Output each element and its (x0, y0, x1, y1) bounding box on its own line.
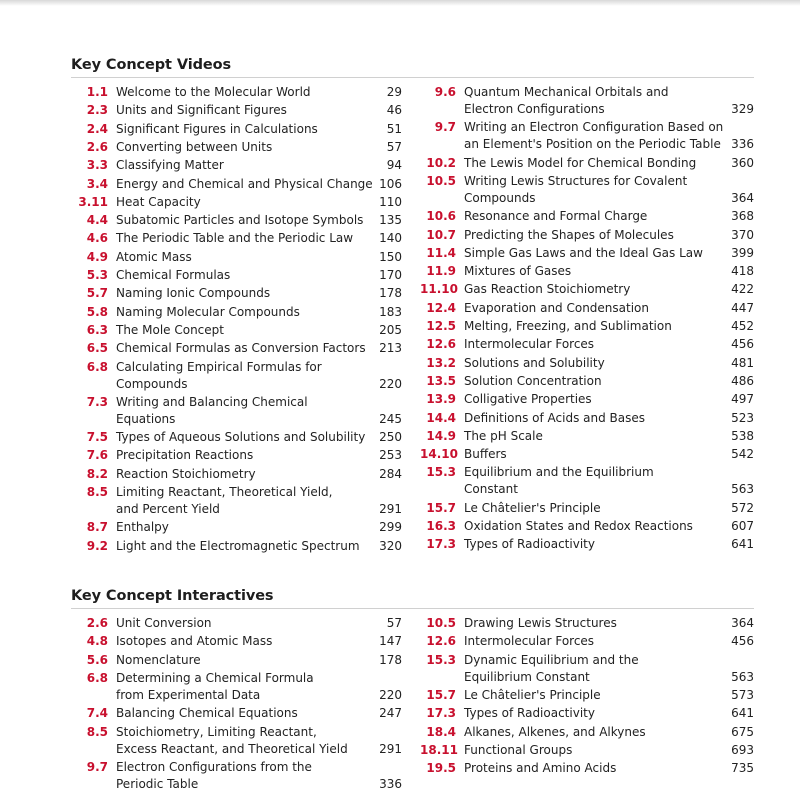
section-number: 4.6 (86, 231, 108, 246)
video-entry[interactable] (72, 249, 402, 266)
page-number: 399 (731, 245, 754, 260)
section-number: 8.5 (86, 485, 108, 499)
entry-title: Naming Molecular Compounds (116, 304, 300, 319)
page-number: 481 (731, 355, 754, 370)
entry-title: Heat Capacity (116, 194, 201, 209)
page-number: 641 (731, 706, 754, 721)
page-number: 563 (731, 482, 754, 497)
page-number: 220 (379, 687, 402, 702)
page-number: 178 (379, 652, 402, 667)
page-number: 320 (379, 538, 402, 553)
page-number: 147 (379, 634, 402, 649)
entry-title: Reaction Stoichiometry (116, 466, 256, 481)
videos-heading: Key Concept Videos (71, 56, 754, 78)
page-number: 183 (379, 304, 402, 319)
video-entry[interactable] (72, 304, 402, 321)
page-number: 452 (731, 319, 754, 333)
entry-title: Nomenclature (116, 652, 201, 667)
video-entry[interactable] (72, 429, 402, 446)
section-number: 13.9 (426, 392, 456, 407)
section-number: 7.4 (86, 706, 108, 721)
entry-title: Calculating Empirical Formulas for (116, 359, 322, 374)
page-number: 456 (731, 337, 754, 352)
section-number: 15.7 (426, 687, 456, 702)
entry-title: Chemical Formulas as Conversion Factors (116, 341, 366, 356)
video-entry[interactable] (72, 394, 402, 428)
video-entry[interactable] (420, 446, 754, 463)
page-number: 250 (379, 430, 402, 445)
section-number: 14.4 (426, 410, 456, 425)
entry-title: Evaporation and Condensation (464, 300, 649, 315)
page-number: 456 (731, 634, 754, 649)
entry-title: Gas Reaction Stoichiometry (464, 282, 631, 297)
entry-title: Converting between Units (116, 139, 273, 154)
video-entry[interactable] (420, 281, 754, 298)
entry-title: Types of Radioactivity (464, 537, 595, 552)
video-entry[interactable] (72, 176, 402, 193)
page-number: 422 (731, 282, 754, 297)
interactive-entry[interactable] (420, 705, 754, 722)
entry-title: Isotopes and Atomic Mass (116, 634, 273, 649)
interactive-entry[interactable] (420, 687, 754, 704)
video-entry[interactable] (420, 173, 754, 207)
entry-title: Proteins and Amino Acids (464, 761, 617, 776)
page-number: 336 (379, 776, 402, 791)
page-number: 497 (731, 392, 754, 407)
section-number: 17.3 (426, 537, 456, 552)
video-entry[interactable] (72, 157, 402, 174)
entry-title: Intermolecular Forces (464, 337, 595, 352)
page-number: 94 (386, 158, 402, 173)
section-number: 15.3 (426, 652, 456, 667)
page-number: 46 (386, 103, 402, 118)
entry-title: Compounds (464, 190, 536, 205)
video-entry[interactable] (420, 245, 754, 262)
entry-title: Buffers (464, 447, 507, 462)
entry-title: Predicting the Shapes of Molecules (464, 227, 674, 242)
entry-title: Electron Configurations (464, 102, 605, 116)
entry-title: an Element's Position on the Periodic Table (464, 137, 721, 152)
video-entry[interactable] (72, 230, 402, 247)
entry-title: Energy and Chemical and Physical Change (116, 176, 373, 191)
section-number: 2.6 (86, 616, 108, 630)
entry-title: Enthalpy (116, 520, 169, 535)
section-number: 5.3 (86, 268, 108, 282)
interactive-entry[interactable] (72, 615, 402, 632)
page-number: 299 (379, 520, 402, 535)
entry-title: Classifying Matter (116, 158, 224, 173)
section-number: 18.11 (420, 742, 458, 757)
interactive-entry[interactable] (420, 615, 754, 632)
entry-title: The pH Scale (464, 428, 543, 443)
entry-title: Le Châtelier's Principle (464, 500, 601, 515)
page-number: 106 (379, 176, 402, 191)
entry-title: Electron Configurations from the (116, 759, 312, 774)
entry-title: Simple Gas Laws and the Ideal Gas Law (464, 245, 703, 260)
section-number: 5.7 (86, 286, 108, 301)
entry-title: Melting, Freezing, and Sublimation (464, 319, 672, 333)
video-entry[interactable] (72, 267, 402, 284)
interactive-entry[interactable] (420, 742, 754, 759)
video-entry[interactable] (420, 518, 754, 535)
video-entry[interactable] (72, 194, 402, 211)
video-entry[interactable] (72, 519, 402, 536)
section-number: 5.8 (86, 304, 108, 319)
section-number: 2.6 (86, 139, 108, 154)
page-number: 735 (731, 761, 754, 776)
entry-title: The Lewis Model for Chemical Bonding (464, 155, 697, 170)
entry-title: Equilibrium and the Equilibrium (464, 465, 654, 480)
section-number: 15.3 (426, 465, 456, 480)
section-number: 4.4 (86, 213, 108, 228)
section-number: 15.7 (426, 500, 456, 515)
video-entry[interactable] (420, 263, 754, 280)
entry-title: Alkanes, Alkenes, and Alkynes (464, 724, 646, 739)
page-number: 135 (379, 213, 402, 228)
section-number: 12.6 (426, 634, 456, 649)
entry-title: Le Châtelier's Principle (464, 687, 601, 702)
page-number: 329 (731, 102, 754, 116)
video-entry[interactable] (420, 500, 754, 517)
section-number: 1.1 (86, 85, 108, 99)
section-number: 12.5 (426, 319, 456, 333)
video-entry[interactable] (420, 428, 754, 445)
interactives-heading: Key Concept Interactives (71, 587, 754, 609)
video-entry[interactable] (420, 464, 754, 498)
section-number: 6.5 (86, 341, 108, 356)
section-number: 2.3 (86, 103, 108, 118)
video-entry[interactable] (72, 340, 402, 357)
section-number: 6.3 (86, 322, 108, 337)
entry-title: Atomic Mass (116, 249, 192, 264)
video-entry[interactable] (420, 84, 754, 118)
page-number: 368 (731, 209, 754, 224)
entry-title: Dynamic Equilibrium and the (464, 652, 639, 667)
video-entry[interactable] (420, 208, 754, 225)
page-number: 213 (379, 341, 402, 356)
video-entry[interactable] (420, 227, 754, 244)
section-number: 7.5 (86, 430, 108, 445)
top-edge-shadow (0, 0, 800, 6)
section-number: 19.5 (426, 761, 456, 776)
section-number: 11.9 (426, 264, 456, 279)
page-number: 693 (731, 742, 754, 757)
page-number: 150 (379, 249, 402, 264)
section-number: 3.3 (86, 158, 108, 173)
page-number: 573 (731, 687, 754, 702)
entry-title: Functional Groups (464, 742, 573, 757)
entry-title: Quantum Mechanical Orbitals and (464, 85, 669, 99)
entry-title: Precipitation Reactions (116, 448, 254, 463)
page-number: 220 (379, 376, 402, 391)
section-number: 2.4 (86, 121, 108, 136)
video-entry[interactable] (72, 538, 402, 555)
section-number: 8.2 (86, 466, 108, 481)
entry-title: Subatomic Particles and Isotope Symbols (116, 213, 364, 228)
entry-title: Significant Figures in Calculations (116, 121, 318, 136)
video-entry[interactable] (420, 391, 754, 408)
entry-title: Units and Significant Figures (116, 103, 287, 118)
section-number: 7.6 (86, 448, 108, 463)
entry-title: Colligative Properties (464, 392, 592, 407)
page-number: 336 (731, 137, 754, 152)
video-entry[interactable] (420, 536, 754, 553)
page-number: 447 (731, 300, 754, 315)
video-entry[interactable] (72, 466, 402, 483)
entry-title: Stoichiometry, Limiting Reactant, (116, 724, 317, 739)
video-entry[interactable] (420, 318, 754, 335)
entry-title: Welcome to the Molecular World (116, 85, 311, 99)
video-entry[interactable] (420, 355, 754, 372)
entry-title: Constant (464, 482, 518, 497)
section-number: 11.4 (426, 245, 456, 260)
entry-title: and Percent Yield (116, 502, 220, 516)
section-number: 5.6 (86, 652, 108, 667)
interactive-entry[interactable] (72, 759, 402, 793)
section-number: 17.3 (426, 706, 456, 721)
section-number: 10.5 (426, 616, 456, 630)
video-entry[interactable] (72, 139, 402, 156)
section-number: 12.6 (426, 337, 456, 352)
section-number: 13.5 (426, 373, 456, 388)
entry-title: Types of Aqueous Solutions and Solubility (116, 430, 366, 445)
video-entry[interactable] (420, 373, 754, 390)
video-entry[interactable] (420, 336, 754, 353)
section-number: 9.6 (434, 85, 456, 99)
entry-title: Writing Lewis Structures for Covalent (464, 173, 688, 188)
entry-title: Equilibrium Constant (464, 669, 590, 684)
video-entry[interactable] (72, 285, 402, 302)
entry-title: Balancing Chemical Equations (116, 706, 298, 721)
entry-title: Limiting Reactant, Theoretical Yield, (116, 485, 333, 499)
entry-title: Resonance and Formal Charge (464, 209, 648, 224)
interactive-entry[interactable] (420, 724, 754, 741)
page-number: 140 (379, 231, 402, 246)
page-number: 291 (379, 502, 402, 516)
page-number: 291 (379, 741, 402, 756)
video-entry[interactable] (72, 84, 402, 101)
section-number: 7.3 (86, 394, 108, 409)
section-number: 9.7 (86, 759, 108, 774)
section-number: 10.7 (426, 227, 456, 242)
entry-title: Equations (116, 411, 176, 426)
section-number: 4.8 (86, 634, 108, 649)
interactive-entry[interactable] (72, 724, 402, 758)
section-number: 8.7 (86, 520, 108, 535)
page-number: 563 (731, 669, 754, 684)
page-number: 364 (731, 190, 754, 205)
section-number: 4.9 (86, 249, 108, 264)
section-number: 6.8 (86, 670, 108, 685)
section-number: 18.4 (426, 724, 456, 739)
entry-title: Determining a Chemical Formula (116, 670, 314, 685)
page-number: 538 (731, 428, 754, 443)
page-number: 253 (379, 448, 402, 463)
entry-title: Solutions and Solubility (464, 355, 605, 370)
page-number: 245 (379, 411, 402, 426)
section-number: 14.10 (420, 447, 458, 462)
section-number: 16.3 (426, 519, 456, 533)
interactive-entry[interactable] (72, 633, 402, 650)
page-number: 641 (731, 537, 754, 552)
page-number: 675 (731, 724, 754, 739)
entry-title: Intermolecular Forces (464, 634, 595, 649)
page-number: 51 (386, 121, 402, 136)
entry-title: The Mole Concept (116, 322, 224, 337)
page-number: 110 (379, 194, 402, 209)
video-entry[interactable] (420, 300, 754, 317)
page-number: 284 (379, 466, 402, 481)
section-number: 13.2 (426, 355, 456, 370)
section-number: 12.4 (426, 300, 456, 315)
page-number: 170 (379, 268, 402, 282)
entry-title: Writing an Electron Configuration Based on (464, 120, 724, 135)
entry-title: Excess Reactant, and Theoretical Yield (116, 741, 348, 756)
entry-title: Drawing Lewis Structures (464, 616, 617, 630)
page-number: 57 (386, 616, 402, 630)
section-number: 3.11 (78, 194, 108, 209)
entry-title: Definitions of Acids and Bases (464, 410, 646, 425)
entry-title: Types of Radioactivity (464, 706, 595, 721)
section-number: 10.2 (426, 155, 456, 170)
section-number: 10.5 (426, 173, 456, 188)
section-number: 10.6 (426, 209, 456, 224)
entry-title: Light and the Electromagnetic Spectrum (116, 538, 360, 553)
video-entry[interactable] (72, 447, 402, 464)
video-entry[interactable] (72, 102, 402, 119)
interactive-entry[interactable] (72, 652, 402, 669)
page-number: 205 (379, 322, 402, 337)
entry-title: Solution Concentration (464, 373, 602, 388)
section-number: 8.5 (86, 724, 108, 739)
page-number: 523 (731, 410, 754, 425)
interactive-entry[interactable] (72, 705, 402, 722)
page-number: 247 (379, 706, 402, 721)
entry-title: Chemical Formulas (116, 268, 231, 282)
entry-title: Periodic Table (116, 776, 199, 791)
video-entry[interactable] (420, 155, 754, 172)
entry-title: Oxidation States and Redox Reactions (464, 519, 693, 533)
entry-title: Mixtures of Gases (464, 264, 572, 279)
section-number: 9.7 (434, 120, 456, 135)
section-number: 6.8 (86, 359, 108, 374)
page-number: 370 (731, 227, 754, 242)
entry-title: The Periodic Table and the Periodic Law (116, 231, 354, 246)
video-entry[interactable] (420, 410, 754, 427)
page-number: 486 (731, 373, 754, 388)
page-number: 29 (386, 85, 402, 99)
video-entry[interactable] (420, 119, 754, 153)
section-number: 11.10 (420, 282, 458, 297)
page-number: 418 (731, 264, 754, 279)
video-entry[interactable] (72, 121, 402, 138)
video-entry[interactable] (72, 484, 402, 518)
page-number: 572 (731, 500, 754, 515)
video-entry[interactable] (72, 359, 402, 393)
entry-title: from Experimental Data (116, 687, 261, 702)
section-number: 9.2 (86, 538, 108, 553)
section-number: 14.9 (426, 428, 456, 443)
page-number: 607 (731, 519, 754, 533)
page-number: 364 (731, 616, 754, 630)
interactive-entry[interactable] (420, 633, 754, 650)
interactive-entry[interactable] (72, 670, 402, 704)
interactive-entry[interactable] (420, 760, 754, 777)
page-number: 178 (379, 286, 402, 301)
section-number: 3.4 (86, 176, 108, 191)
entry-title: Compounds (116, 376, 188, 391)
entry-title: Naming Ionic Compounds (116, 286, 271, 301)
page-number: 57 (386, 139, 402, 154)
page-number: 542 (731, 447, 754, 462)
entry-title: Writing and Balancing Chemical (116, 394, 308, 409)
video-entry[interactable] (72, 322, 402, 339)
interactive-entry[interactable] (420, 652, 754, 686)
video-entry[interactable] (72, 212, 402, 229)
entry-title: Unit Conversion (116, 616, 212, 630)
page-number: 360 (731, 155, 754, 170)
